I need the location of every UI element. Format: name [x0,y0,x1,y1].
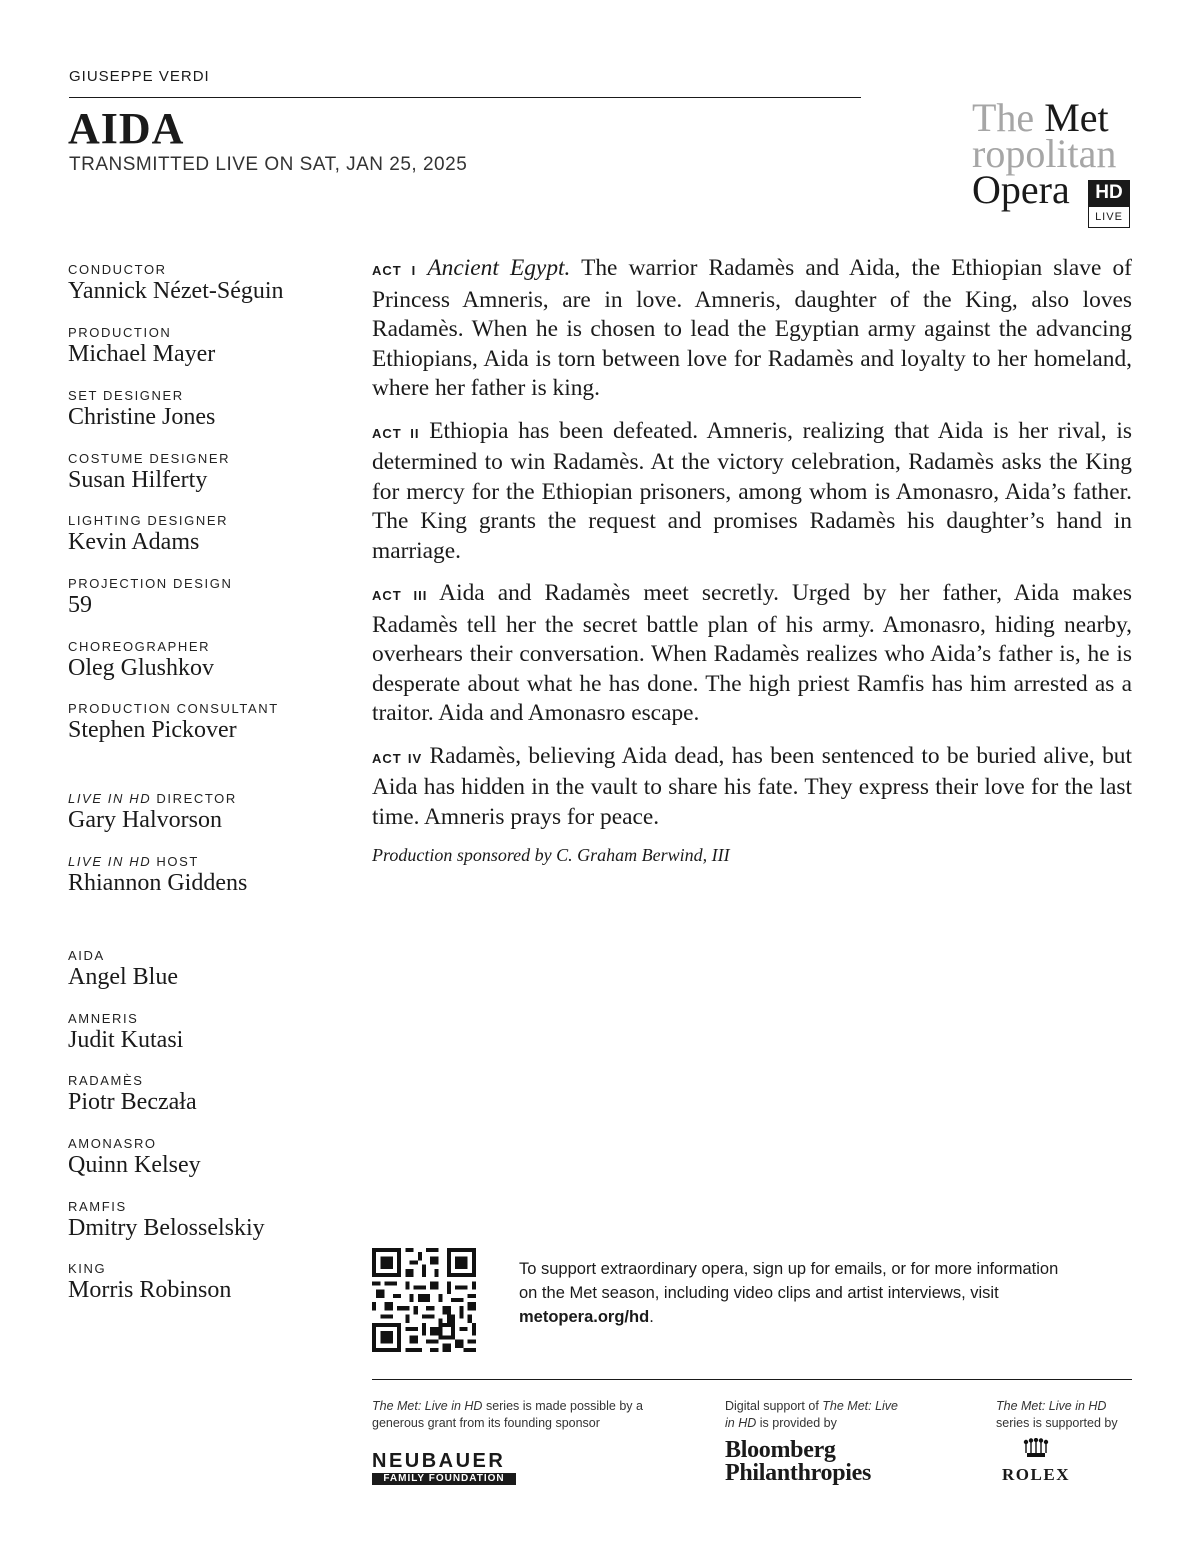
credit-role: LIGHTING DESIGNER [68,513,229,528]
support-end: . [649,1308,654,1326]
credit-name: Gary Halvorson [68,807,222,833]
footer-divider [372,1379,1132,1380]
credit-production [68,325,215,368]
cast-role: AIDA [68,948,105,963]
act-label: ACT I [372,263,417,278]
synopsis-act-3 [372,579,1132,729]
credit-hd-host [68,854,247,897]
act-label: ACT II [372,425,420,441]
opera-title: AIDA [68,104,185,153]
cast-amonasro [68,1136,201,1179]
act-text: Radamès, believing Aida dead, has been sentenced to be buried alive, but Aida has hidden in the vault to share his fate. They express their love for the last time. Amneris prays for peace. [372,742,1132,830]
cast-role: RADAMÈS [68,1073,144,1088]
support-body: To support extraordinary opera, sign up for emails, or for more information on the Met season, including video clips and artist interviews, visit [519,1260,1059,1302]
act-text: Aida and Radamès meet secretly. Urged by her father, Aida makes Radamès tell her the secret battle plan of his army. Amonasro, hiding nearby, overhears their conversation. When Radamès realizes who Aida’s father is, he is desperate about what he has done. The high priest Ramfis has him arrested as a traitor. Aida and Amonasro escape. [372,580,1132,726]
cast-name: Quinn Kelsey [68,1152,201,1178]
crown-icon [1023,1438,1049,1460]
credit-role: CONDUCTOR [68,262,167,277]
credit-role [68,854,247,869]
credit-name: Oleg Glushkov [68,655,214,681]
neubauer-logo-name: NEUBAUER [372,1450,506,1472]
credit-name: Susan Hilferty [68,467,208,493]
credit-role: PRODUCTION CONSULTANT [68,701,279,716]
credit-name: Yannick Nézet-Séguin [68,278,284,304]
credit-choreographer [68,639,214,682]
cast-amneris [68,1011,183,1054]
cast-aida [68,948,178,991]
logo-the: The [972,95,1035,140]
rolex-credit-body: series is supported by [996,1416,1118,1430]
credit-role-series: LIVE IN HD [68,854,152,869]
act-text: Ethiopia has been defeated. Amneris, realizing that Aida is her rival, is determined to win Radamès. At the victory celebration, Radamès asks the King for mercy for the Ethiopian prisoners, among whom is Amonasro, Aida’s father. The King grants the request and promises Radamès his daughter’s hand in marriage. [372,417,1132,564]
credit-name: Michael Mayer [68,341,216,367]
bloomberg-logo-line2: Philanthropies [725,1460,872,1486]
transmission-date: TRANSMITTED LIVE ON SAT, JAN 25, 2025 [69,154,468,175]
credit-lighting-designer [68,513,228,556]
logo-live-badge: LIVE [1088,206,1130,228]
credit-set-designer [68,388,215,431]
bloomberg-credit-post: is provided by [756,1416,837,1430]
qr-code[interactable] [372,1248,476,1352]
rolex-logo-name: ROLEX [1002,1465,1070,1484]
credit-role: COSTUME DESIGNER [68,451,231,466]
credit-role: SET DESIGNER [68,388,184,403]
cast-name: Morris Robinson [68,1277,232,1303]
synopsis-act-2 [372,417,1132,567]
logo-hd-badge: HD [1088,180,1130,206]
credit-costume-designer [68,451,230,494]
act-text: The warrior Radamès and Aida, the Ethiopian slave of Princess Amneris, are in love. Amneris, daughter of the King, also loves Radamès. When he is chosen to lead the Egyptian army against the advancing Ethiopians, Aida is torn between love for Radamès and loyalty to her homeland, where her father is king. [372,255,1132,401]
cast-name: Dmitry Belosselskiy [68,1215,265,1241]
cast-name: Angel Blue [68,964,178,990]
support-link[interactable]: metopera.org/hd [519,1308,650,1326]
cast-role: AMONASRO [68,1136,157,1151]
cast-name: Piotr Beczała [68,1089,197,1115]
credit-role: PRODUCTION [68,325,172,340]
credit-name: Rhiannon Giddens [68,870,248,896]
met-opera-logo [972,95,1134,233]
series-name: The Met: Live in HD [372,1399,483,1413]
cast-king [68,1261,231,1304]
cast-role: RAMFIS [68,1199,127,1214]
header-divider [69,97,861,98]
neubauer-credit-body: series is made possible by a generous grant from its founding sponsor [372,1399,643,1430]
credit-hd-director [68,791,237,834]
credit-role: CHOREOGRAPHER [68,639,211,654]
credit-role-title: DIRECTOR [156,791,237,806]
bloomberg-logo-line1: Bloomberg [725,1437,836,1463]
act-label: ACT III [372,588,428,603]
cast-ramfis [68,1199,265,1242]
act-setting: Ancient Egypt. [427,255,571,281]
rolex-credit-text [996,1398,1146,1432]
series-name: The Met: Live in HD [996,1399,1107,1413]
series-name: The Met: Live in HD [725,1399,899,1430]
synopsis-act-1 [372,254,1132,404]
credit-conductor [68,262,284,305]
production-sponsor: Production sponsored by C. Graham Berwind, III [372,845,730,865]
cast-radames [68,1073,197,1116]
act-label: ACT IV [372,750,423,766]
logo-opera: Opera [972,167,1070,212]
credit-name: Stephen Pickover [68,717,237,743]
synopsis-act-4 [372,742,1132,833]
rolex-logo [996,1438,1076,1485]
bloomberg-credit-text [725,1398,905,1432]
credit-name: 59 [68,592,92,618]
synopsis [372,254,1132,866]
bloomberg-credit-pre: Digital support of [725,1399,823,1413]
credit-projection-design [68,576,232,619]
support-text [519,1257,1079,1329]
credit-name: Christine Jones [68,404,216,430]
neubauer-credit-text [372,1398,662,1432]
credit-role-title: HOST [156,854,199,869]
credit-name: Kevin Adams [68,529,200,555]
cast-role: AMNERIS [68,1011,139,1026]
credit-role: PROJECTION DESIGN [68,576,233,591]
neubauer-logo-sub: FAMILY FOUNDATION [372,1473,516,1485]
logo-met: Met [1044,95,1109,140]
bloomberg-philanthropies-logo [725,1439,871,1485]
credit-role-series: LIVE IN HD [68,791,152,806]
composer-name: GIUSEPPE VERDI [69,68,210,85]
credit-role [68,791,237,806]
logo-ropolitan: ropolitan [972,131,1117,176]
cast-role: KING [68,1261,107,1276]
cast-name: Judit Kutasi [68,1027,184,1053]
credit-production-consultant [68,701,279,744]
neubauer-logo [372,1450,516,1485]
